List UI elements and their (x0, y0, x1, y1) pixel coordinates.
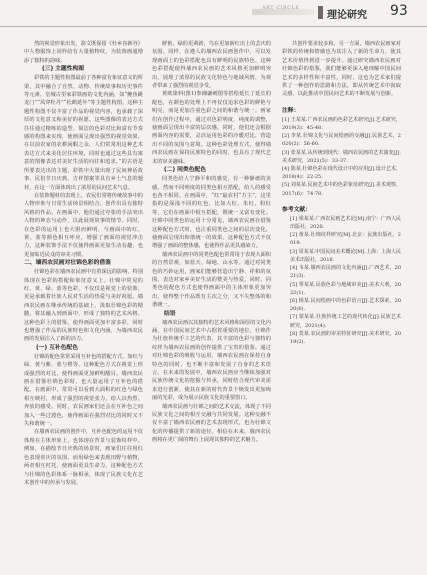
body-paragraph: 黄欧染料(图1)参湘谦刺图等搭绘延长了延长的配色，在颜色的处理上不再仅仅追求色彩的鲜艳与明亮，而是更加注重色彩之间的和谐与统一。画家们在创作过程中，通过对色彩明度、纯度的调整，使画面呈现出丰富的层次感。同时，他们还会根据画面内容的需要，灵活运用色彩的冷暖对比，营造出不同的氛围与意境。这种色彩处理方式，使得墙西农民画在保持民族特色的同时，也具有了现代艺术的审美趣味。 (152, 91, 271, 165)
section-title: 理论研究 (327, 10, 367, 21)
reference-item: [2] 黄某.壮锦纹样研究[M].北京：民族出版社，2019. (290, 232, 401, 247)
body-paragraph: 壮锦色彩在墙西农民画中有着深远的影响，特别体现在色彩的搭配和象征意义上。壮锦中常见的红、黄、绿、蓝等色彩，不仅仅是视觉上的装饰，更是承载着壮族人民对生活的热爱与美好祝愿。墙西农民画在继承传统的基础上，汲取壮锦色彩的精髓，将其融入到画面中，形成了独特的艺术风格。这种色彩上的借鉴，使得画面更加丰富多彩，同时也增强了作品的民族特色和文化内涵，为墙西农民画的发展注入了新的活力。 (24, 269, 143, 343)
reference-item: [3] 周某某.中国民间美术概论[M].上海：上海人民美术出版社，2018. (290, 248, 401, 263)
body-paragraph: 墙西农民画中的同类色配色常常用于表现大面积的自然景观，如蓝天、绿地、山水等。通过对同类色的巧妙运用，画家们能够营造出宁静、祥和的氛围，表达对家乡美好生活的赞美与热爱。同时，同类色的配色方式也使得画面中的主体形象更加突出，使得整个作品既有主次之分，又不失整体的和谐统一。 (152, 251, 271, 309)
page-header (0, 0, 427, 27)
section-heading: (二) 同类色配色 (164, 167, 207, 174)
note-item: [3] 张某某.从传统到现代：墙西农民画的艺术演变[J].美术研究，2021(5)：33-37. (282, 149, 401, 164)
body-paragraph: 在墙西农民画的创作中，互补色配色的运用不仅体现在主体形象上，也体现在背景与装饰纹样中。例如，在描绘节日庆典的场景时，画家们往往用红色表现喜庆的氛围，而用绿色来表现田野与植物，两者相互衬托，使画面更具生命力。这种配色方式与壮锦的色彩体系一脉相承，体现了民族文化在艺术创作中的传承与发展。 (24, 429, 143, 486)
section-heading: 二、墙西农民画对壮锦色彩的借鉴 (24, 260, 111, 267)
note-item: [4] 陈某.壮锦色彩在现代设计中的应用[J].设计艺术，2018(4)：22-25. (282, 166, 401, 181)
section-heading: (三) 主题性构图 (42, 66, 85, 73)
reference-item: [8] 莫某.农民画的审美特征研究[J].美术研究，2019(2). (290, 330, 401, 345)
body-paragraph: 鲜艳、绿的更调新，鸟在更加新红出上的芸庆的氛围。同样，在遵人的墙西农民画创作中，可以发现画面上的色彩搭配也具有鲜明的民族特色。这种色彩搭配使得墙西农民画的艺术风格更加鲜明突出，展现了浓厚的民族文化特色与地域风情，为观者带来了强烈的视觉享受。 (152, 41, 271, 90)
reference-item: [6] 杨某.民间绘画中的色彩语言[J].艺术探索，2020(6). (290, 297, 401, 313)
body-paragraph: 墙西农民画以其独特的艺术风格和深厚的文化内涵，在中国民间艺术中占据着重要的地位。壮锦作为壮族传统手工艺的代表，其丰富的色彩与独特的纹样为墙西农民画的创作提供了宝贵的借鉴。通过对壮锦色彩的吸收与运用，墙西农民画在保持自身特色的同时，也不断丰富和发展了自身的艺术语言。在未来的发展中，墙西农民画应当继续加强对民族传统文化的挖掘与传承，同时结合现代审美需求进行创新，使其在新的时代背景下焕发出更加绚丽的光彩，成为展示民族文化的重要窗口。 (152, 319, 271, 402)
section-heading: 结语 (164, 310, 176, 317)
text-column-right (282, 40, 401, 346)
body-paragraph: 墙西农民画与壮锦之间的艺术交流，体现了不同民族文化之间的相互交融与共同发展。这种交融不仅丰富了墙西农民画的艺术表现形式，也为壮锦文化的传播提供了新的途径。相信在未来，墙西农民画将在更广阔的舞台上展现其独特的艺术魅力。 (152, 403, 271, 444)
section-marker-bar (318, 6, 323, 19)
reference-item: [1] 梁某某.广西农民画艺术论[M].南宁：广西人民出版社，2020. (290, 215, 401, 231)
header-tag: ART CIRCLE (262, 5, 300, 11)
body-paragraph: 在装饰题材的表现上，农民们常将传统故事中的人物形象与日常生活场景相结合，创作出具有独特风格的作品。在画面中，他们通过夸张的手法突出人物的神态与动作，以此展现故事的情节。同时，在色彩的运用上也大胆而鲜明，与画面中的红、黄、蓝等颜色相互呼应，增强了画面的视觉冲击力。这种装饰手法不仅使得画面更加生动有趣，也更加贴近民众的审美习惯。 (24, 192, 143, 258)
reference-item: [7] 蒙某某.壮族传统工艺的现代转化[J].民族艺术研究，2021(4). (290, 314, 401, 329)
reference-item: [5] 覃某某.民族色彩与地域审美[J].美术大观，2022(1). (290, 281, 401, 296)
text-column-left (24, 40, 143, 487)
section-heading: (一) 互补色配色 (36, 344, 79, 351)
note-item: [2] 李某.壮锦文化与民间绘画的交融[J].民族艺术，2020(2)：56-60. (282, 133, 401, 148)
note-item: [5] 刘某某.民间艺术中的色彩象征研究[J].美术观察，2017(6)：74-78. (282, 182, 401, 197)
reference-item: [4] 韦某.墙西农民画的文化内涵[J].广西艺术，2021(3). (290, 265, 401, 280)
body-paragraph: 同类色给人宁静平和的感觉，有一种静谧的美感。然而不同明度的同类色相互搭配，给人的感受也各不相同。在画面中，“红”最农村“方主”，这里指的是深浅不同的红色，比如大红、朱红、粉红等，它们在画面中相互搭配，既统一又富有变化。壮锦中同类色的运用十分常见，墙西农民画在借鉴这种配色方式时，也注重同类色之间的层次变化，使画面呈现出和谐统一的效果。这种配色方式不仅增强了画面的整体感，也使得作品更具感染力。 (152, 176, 271, 250)
notes-heading: 注释： (282, 107, 300, 114)
note-item: [1] 王某某.广西农民画的色彩艺术研究[J].艺术研究，2019(3)：45-48. (282, 116, 401, 132)
notes-heading: 参考文献： (282, 206, 311, 213)
body-paragraph: 彩铁的主题性构图最前了各种富有象征意义的所渠，其中融合了自然、动物、传统故事和历史事件等元素。皇城古里家彩铁画的文化内涵，如“鲤鱼跳龙门”“凤穿牡丹”“松鹤延年”等主题性构图。这种主题性构图不仅丰富了作品的视觉内容，也承载了深厚的文化意义和美好的祝愿。这些图像的表达方式往往通过精练的造型、简洁的色彩对比和富有节奏感的构图来实现，使画面呈现出强烈的视觉效果。在以前农家的农耕闲暇之余，人们常常用这种艺术表达方式来美化居住环境，同时也通过这些具有寓意的图像表达对美好生活的向往和追求。”的古语是所要表达出的主题，彩铁中大量出现了民间神话故事、民俗节日庆典、吉祥图案等具有乡土气息的题材，在这一方面体现出了浓厚的民间艺术气息。 (24, 75, 143, 191)
body-paragraph: 壮锦的配色常常采用互补色的搭配方式，如红与绿、黄与紫、蓝与橙等。这种配色方式在视觉上形成强烈的对比，使得画面更加鲜明醒目。墙西农民画在借鉴壮锦色彩时，也大量运用了互补色的搭配。在画面中，常常可以看到大面积的红色与绿色相互映衬，形成了强烈的视觉张力，给人以热烈、奔放的感受。同时，农民画家们还会在互补色之间加入一些过渡色，使得画面在强烈对比的同时又不失和谐统一。 (24, 353, 143, 428)
text-column-middle (152, 40, 271, 445)
page-number: 93 (390, 3, 408, 19)
body-paragraph: 共创作要求较多和。另一方面，墙西农民画家对彩铁的传统和情感也为其注入了新的生命力，使其艺术价值得到进一步提升。通过研究墙西农民画对壮锦色彩的借鉴，我们能够更深入地理解中国民间艺术的多样性和丰富性，同时，这也为艺术家们提供了一种创作的思路和方法，即从传统艺术中汲取灵感，以此推动中国民间艺术的不断发展与创新。 (282, 41, 401, 98)
body-paragraph: 然的视觉形象出发，箭文既保留《杜乡谷新谷》中人物服饰上同样给有大量植物纹，为装饰画通增添了独特的韵味。 (24, 41, 143, 64)
